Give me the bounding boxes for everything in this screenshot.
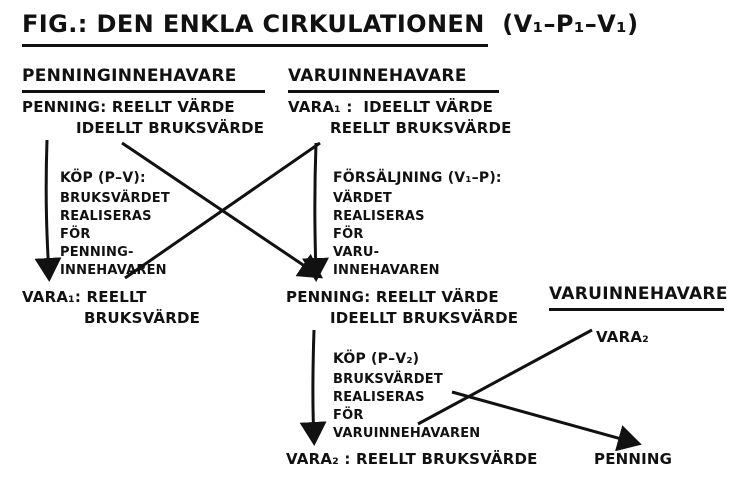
- node-penning-top-line2: IDEELLT BRUKSVÄRDE: [76, 119, 265, 137]
- node-vara1-left-line1: VARA₁: REELLT: [22, 288, 147, 306]
- label-kop-p-v-line3: FÖR: [60, 227, 91, 242]
- node-vara2-bottom: VARA₂ : REELLT BRUKSVÄRDE: [286, 450, 538, 468]
- left-header-underline: [22, 90, 265, 93]
- node-vara1-top-line1: VARA₁ : IDEELLT VÄRDE: [288, 98, 494, 116]
- column-header-varuinnehavare: VARUINNEHAVARE: [288, 66, 467, 86]
- label-kop-p-v-title: KÖP (P–V):: [60, 170, 146, 186]
- label-forsaljning-line4: VARU-: [333, 245, 380, 260]
- label-forsaljning-title: FÖRSÄLJNING (V₁–P):: [333, 170, 502, 186]
- node-vara1-top-line2: REELLT BRUKSVÄRDE: [330, 119, 512, 137]
- arrow-penning-to-vara1: [46, 140, 49, 276]
- arrow-penning-to-vara2: [313, 330, 314, 440]
- label-kop-p-v2-line4: VARUINNEHAVAREN: [333, 426, 481, 441]
- label-forsaljning-line5: INNEHAVAREN: [333, 263, 440, 278]
- arrow-vara1-to-left: [125, 143, 320, 278]
- arrow-vara2-to-lower-left: [418, 330, 592, 424]
- label-kop-p-v2-title: KÖP (P–V₂): [333, 351, 420, 367]
- node-vara1-left-line2: BRUKSVÄRDE: [84, 309, 201, 327]
- node-penning-top-line1: PENNING: REELLT VÄRDE: [22, 98, 235, 116]
- column-header-varuinnehavare-2: VARUINNEHAVARE: [549, 284, 728, 304]
- label-kop-p-v2-line1: BRUKSVÄRDET: [333, 372, 443, 387]
- label-forsaljning-line3: FÖR: [333, 227, 364, 242]
- label-kop-p-v-line2: REALISERAS: [60, 209, 152, 224]
- label-kop-p-v2-line3: FÖR: [333, 408, 364, 423]
- far-right-header-underline: [549, 308, 724, 311]
- node-penning-middle-line1: PENNING: REELLT VÄRDE: [286, 288, 499, 306]
- label-kop-p-v2-line2: REALISERAS: [333, 390, 425, 405]
- label-kop-p-v-line1: BRUKSVÄRDET: [60, 191, 170, 206]
- node-penning-bottom: PENNING: [594, 450, 673, 468]
- title-underline: [22, 44, 488, 47]
- node-penning-middle-line2: IDEELLT BRUKSVÄRDE: [330, 309, 519, 327]
- label-forsaljning-line1: VÄRDET: [333, 191, 392, 206]
- page-title: FIG.: DEN ENKLA CIRKULATIONEN (V₁–P₁–V₁): [22, 10, 639, 38]
- column-header-penninginnehavare: PENNINGINNEHAVARE: [22, 66, 237, 86]
- label-kop-p-v-line5: INNEHAVAREN: [60, 263, 167, 278]
- right-header-underline: [288, 90, 499, 93]
- arrow-vara1-to-penning: [315, 143, 316, 276]
- label-forsaljning-line2: REALISERAS: [333, 209, 425, 224]
- node-vara2-right: VARA₂: [596, 328, 649, 346]
- label-kop-p-v-line4: PENNING-: [60, 245, 134, 260]
